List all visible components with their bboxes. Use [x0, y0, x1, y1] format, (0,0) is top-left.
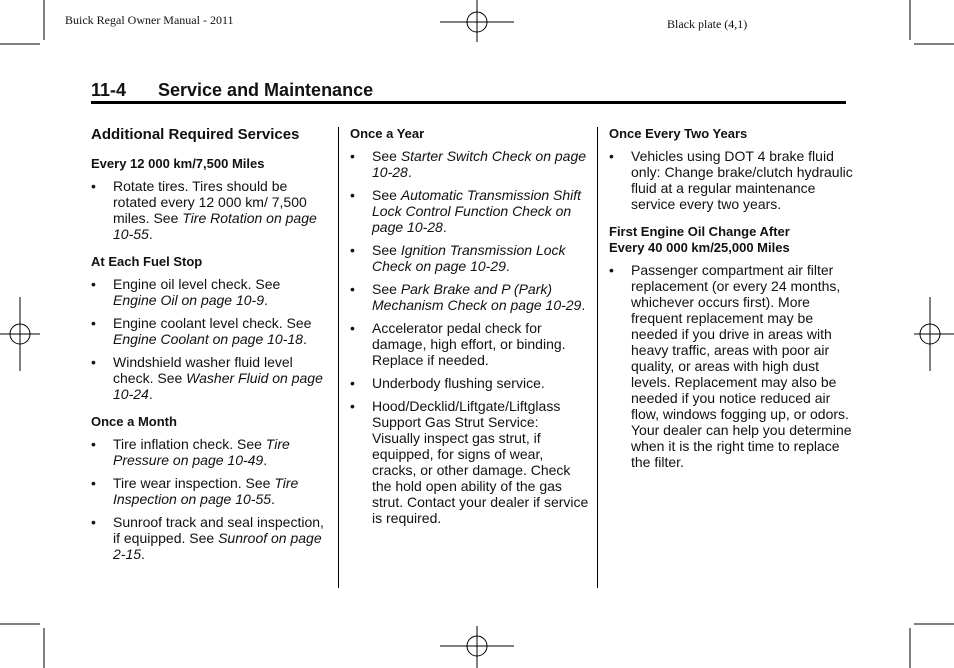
page-reference: Engine Coolant on page 10-18 — [113, 331, 303, 347]
bullet-icon: • — [350, 375, 355, 391]
list-item: • See Ignition Transmission Lock Check on page 10-29. — [350, 242, 566, 274]
page-reference: Sunroof on page 2-15 — [113, 530, 322, 562]
bullet-icon: • — [91, 354, 96, 370]
page-reference: Ignition Transmission Lock Check on page 10-29 — [372, 242, 566, 274]
subheading: Once a Month — [91, 414, 177, 429]
page-reference: Tire Inspection on page 10-55 — [113, 475, 299, 507]
bullet-icon: • — [91, 475, 96, 491]
bullet-icon: • — [609, 148, 614, 164]
column-divider — [338, 127, 339, 588]
section-title: Service and Maintenance — [158, 80, 374, 100]
bullet-icon: • — [91, 178, 96, 194]
list-item: • Accelerator pedal check for damage, high effort, or binding. Replace if needed. — [350, 320, 566, 368]
list-item: • Hood/Decklid/Liftgate/Liftglass Support Gas Strut Service: Visually inspect gas strut, if equipped, for signs of wear, cracks, or other damage. Check the hold open ability of the gas strut. Contact your dealer if service is required. — [350, 398, 589, 526]
bullet-icon: • — [609, 262, 614, 278]
bullet-icon: • — [350, 148, 355, 164]
page-reference: Washer Fluid on page 10-24 — [113, 370, 323, 402]
subheading: Every 40 000 km/25,000 Miles — [609, 240, 790, 255]
plate-label: Black plate (4,1) — [667, 17, 748, 31]
bullet-icon: • — [91, 276, 96, 292]
list-item: • Engine coolant level check. See Engine Coolant on page 10-18. — [91, 315, 312, 347]
subheading: At Each Fuel Stop — [91, 254, 203, 269]
bullet-icon: • — [91, 315, 96, 331]
bullet-icon: • — [91, 514, 96, 530]
bullet-icon: • — [350, 281, 355, 297]
list-item: • Passenger compartment air filter replacement (or every 24 months, whichever occurs first). More frequent replacement may be needed if you drive in areas with heavy traffic, areas with poor air quality, or areas with high dust levels. Replacement may also be needed if you notice reduced air flow, windows fogging up, or odors. Your dealer can help you determine when it is the right time to replace the filter. — [609, 262, 852, 470]
list-item: • Vehicles using DOT 4 brake fluid only: Change brake/clutch hydraulic fluid at a regular maintenance service every two years. — [609, 148, 853, 212]
bullet-icon: • — [350, 398, 355, 414]
list-item: • Windshield washer fluid level check. See Washer Fluid on page 10-24. — [91, 354, 323, 402]
column-divider — [597, 127, 598, 588]
list-item: • Underbody flushing service. — [350, 375, 545, 391]
section-number: 11-4 — [91, 80, 127, 100]
manual-title: Buick Regal Owner Manual - 2011 — [65, 13, 234, 27]
list-item: • See Automatic Transmission Shift Lock Control Function Check on page 10-28. — [350, 187, 582, 235]
registration-target-icon — [440, 0, 514, 42]
subheading: First Engine Oil Change After — [609, 224, 790, 239]
list-item: • See Park Brake and P (Park) Mechanism Check on page 10-29. — [350, 281, 586, 313]
page-reference: Tire Rotation on page 10-55 — [113, 210, 317, 242]
subheading: Once Every Two Years — [609, 126, 748, 141]
page-title — [91, 80, 373, 101]
column-1 — [91, 126, 326, 569]
column-2 — [350, 126, 590, 533]
page-reference: Starter Switch Check on page 10-28 — [372, 148, 587, 180]
bullet-icon: • — [350, 242, 355, 258]
registration-target-icon — [440, 626, 514, 668]
page-reference: Tire Pressure on page 10-49 — [113, 436, 290, 468]
bullet-icon: • — [91, 436, 96, 452]
bullet-icon: • — [350, 320, 355, 336]
bullet-icon: • — [350, 187, 355, 203]
list-item: • Sunroof track and seal inspection, if equipped. See Sunroof on page 2-15. — [91, 514, 324, 562]
list-item: • Rotate tires. Tires should be rotated every 12 000 km/ 7,500 miles. See Tire Rotation on page 10-55. — [91, 178, 317, 242]
registration-target-icon — [914, 297, 954, 371]
title-rule — [91, 101, 846, 104]
page-reference: Park Brake and P (Park) Mechanism Check on page 10-29 — [372, 281, 582, 313]
list-item: • Tire wear inspection. See Tire Inspection on page 10-55. — [91, 475, 299, 507]
list-item: • See Starter Switch Check on page 10-28. — [350, 148, 587, 180]
page-reference: Engine Oil on page 10-9 — [113, 292, 264, 308]
column-3 — [609, 126, 854, 477]
section-heading: Additional Required Services — [91, 126, 300, 143]
subheading: Once a Year — [350, 126, 425, 141]
list-item: • Engine oil level check. See Engine Oil on page 10-9. — [91, 276, 281, 308]
subheading: Every 12 000 km/7,500 Miles — [91, 156, 265, 171]
page-reference: Automatic Transmission Shift Lock Control Function Check on page 10-28 — [372, 187, 582, 235]
registration-target-icon — [0, 297, 40, 371]
list-item: • Tire inflation check. See Tire Pressure on page 10-49. — [91, 436, 290, 468]
